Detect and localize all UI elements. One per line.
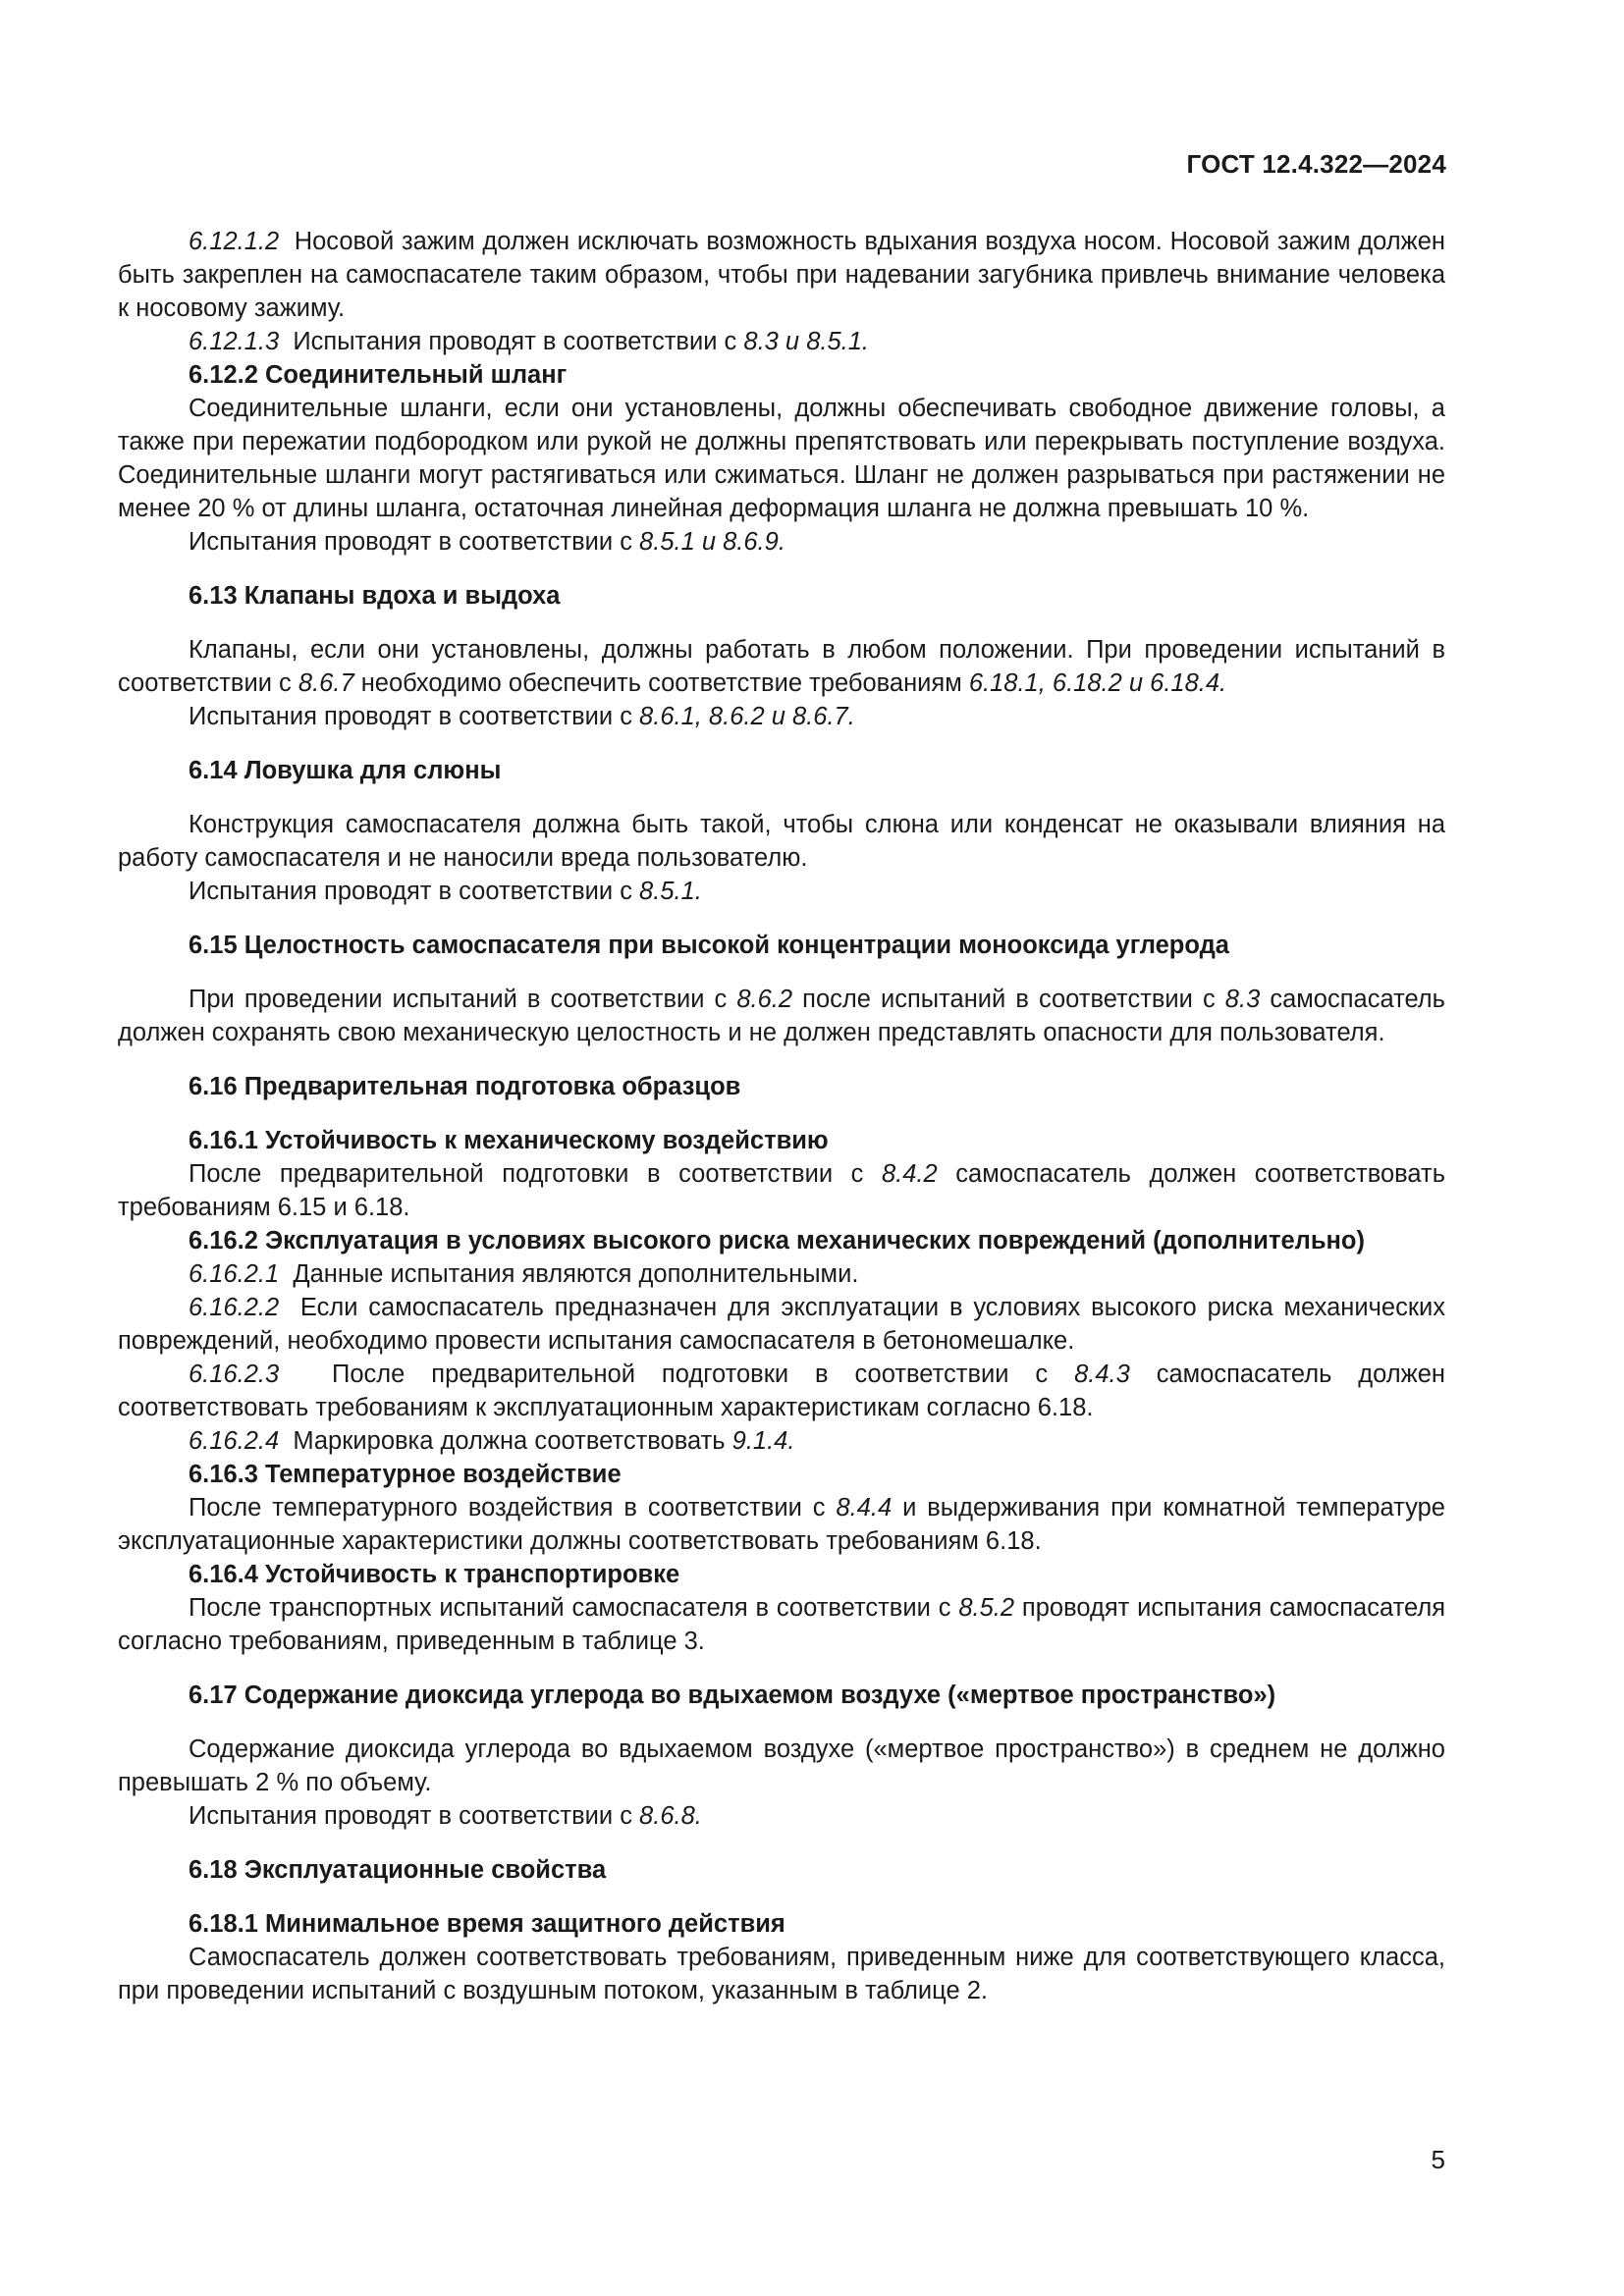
cross-reference: 8.6.2 [736,986,793,1013]
heading-6-15: 6.15 Целостность самоспасателя при высокой концентрации монооксида углерода [189,932,1229,959]
paragraph-6-12-1-3: 6.12.1.3 Испытания проводят в соответствии с 8.3 и 8.5.1. [189,328,869,355]
paragraph: При проведении испытаний в соответствии с 8.6.2 после испытаний в соответствии с 8.3 самоспасатель должен сохранять свою механическую целостность и не должен представлять опасности для пользователя. [118,986,1445,1046]
paragraph-6-16-2-4: 6.16.2.4 Маркировка должна соответствовать 9.1.4. [189,1427,795,1455]
heading-6-16-2: 6.16.2 Эксплуатация в условиях высокого риска механических повреждений (дополнительно) [189,1227,1366,1255]
heading-6-13: 6.13 Клапаны вдоха и выдоха [189,582,561,610]
paragraph: Испытания проводят в соответствии с 8.6.8. [189,1802,702,1830]
clause-ref: 6.12.1.3 [189,328,280,355]
document-body [118,225,1445,2007]
heading-6-16-1: 6.16.1 Устойчивость к механическому воздействию [189,1127,829,1154]
clause-ref: 6.16.2.4 [189,1427,280,1455]
heading-6-14: 6.14 Ловушка для слюны [189,757,502,784]
cross-reference: 8.5.2 [958,1594,1015,1622]
paragraph-6-16-2-1: 6.16.2.1 Данные испытания являются дополнительными. [189,1260,859,1288]
document-header: ГОСТ 12.4.322—2024 [1186,149,1446,179]
paragraph: Самоспасатель должен соответствовать требованиям, приведенным ниже для соответствующего класса, при проведении испытаний с воздушным потоком, указанным в таблице 2. [118,1944,1445,2004]
cross-reference: 8.4.2 [881,1160,938,1188]
heading-6-18: 6.18 Эксплуатационные свойства [189,1856,607,1884]
cross-reference: 8.6.8. [639,1802,702,1830]
cross-reference: 8.3 и 8.5.1. [743,328,869,355]
heading-6-16: 6.16 Предварительная подготовка образцов [189,1073,741,1100]
heading-6-12-2: 6.12.2 Соединительный шланг [189,361,568,389]
paragraph-6-12-1-2: 6.12.1.2 Носовой зажим должен исключать возможность вдыхания воздуха носом. Носовой зажим должен быть закреплен на самоспасателе таким образом, чтобы при надевании загубника привлечь внимание человека к носовому зажиму. [118,228,1445,322]
paragraph: Испытания проводят в соответствии с 8.5.1. [189,878,702,905]
paragraph: Испытания проводят в соответствии с 8.5.1 и 8.6.9. [189,528,785,556]
cross-reference: 8.6.1, 8.6.2 и 8.6.7. [639,703,855,730]
page-number: 5 [1431,2145,1445,2174]
clause-ref: 6.12.1.2 [189,228,280,255]
cross-reference: 8.4.4 [836,1494,893,1522]
heading-6-17: 6.17 Содержание диоксида углерода во вдыхаемом воздухе («мертвое пространство») [189,1682,1276,1709]
paragraph: Клапаны, если они установлены, должны работать в любом положении. При проведении испытаний в соответствии с 8.6.7 необходимо обеспечить соответствие требованиям 6.18.1, 6.18.2 и 6.18.4. [118,636,1445,697]
heading-6-16-4: 6.16.4 Устойчивость к транспортировке [189,1561,680,1588]
paragraph: Испытания проводят в соответствии с 8.6.1, 8.6.2 и 8.6.7. [189,703,855,730]
paragraph: После транспортных испытаний самоспасателя в соответствии с 8.5.2 проводят испытания самоспасателя согласно требованиям, приведенным в таблице 3. [118,1594,1446,1655]
cross-reference: 8.4.3 [1074,1361,1130,1388]
heading-6-18-1: 6.18.1 Минимальное время защитного действия [189,1910,785,1938]
paragraph: Конструкция самоспасателя должна быть такой, чтобы слюна или конденсат не оказывали влияния на работу самоспасателя и не наносили вреда пользователю. [118,811,1445,872]
paragraph: Соединительные шланги, если они установлены, должны обеспечивать свободное движение головы, а также при пережатии подбородком или рукой не должны препятствовать или перекрывать поступление воздуха. Соединительные шланги могут растягиваться или сжиматься. Шланг не должен разрываться при растяжении не менее 20 % от длины шланга, остаточная линейная деформация шланга не должна превышать 10 %. [118,395,1445,522]
paragraph-6-16-2-2: 6.16.2.2 Если самоспасатель предназначен для эксплуатации в условиях высокого риска механических повреждений, необходимо провести испытания самоспасателя в бетономешалке. [118,1294,1445,1355]
clause-ref: 6.16.2.2 [189,1294,280,1321]
clause-ref: 6.16.2.1 [189,1260,280,1288]
cross-reference: 6.18.1, 6.18.2 и 6.18.4. [968,669,1227,697]
heading-6-16-3: 6.16.3 Температурное воздействие [189,1461,622,1488]
cross-reference: 8.6.7 [298,669,354,697]
paragraph: После предварительной подготовки в соответствии с 8.4.2 самоспасатель должен соответствовать требованиям 6.15 и 6.18. [118,1160,1446,1221]
cross-reference: 8.5.1 и 8.6.9. [639,528,785,556]
paragraph: Содержание диоксида углерода во вдыхаемом воздухе («мертвое пространство») в среднем не должно превышать 2 % по объему. [118,1735,1445,1796]
clause-ref: 6.16.2.3 [189,1361,280,1388]
cross-reference: 8.5.1. [639,878,702,905]
paragraph-6-16-2-3: 6.16.2.3 После предварительной подготовки в соответствии с 8.4.3 самоспасатель должен соответствовать требованиям к эксплуатационным характеристикам согласно 6.18. [118,1361,1445,1421]
cross-reference: 8.3 [1224,986,1261,1013]
cross-reference: 9.1.4. [731,1427,795,1455]
paragraph: После температурного воздействия в соответствии с 8.4.4 и выдерживания при комнатной температуре эксплуатационные характеристики должны соответствовать требованиям 6.18. [118,1494,1445,1555]
